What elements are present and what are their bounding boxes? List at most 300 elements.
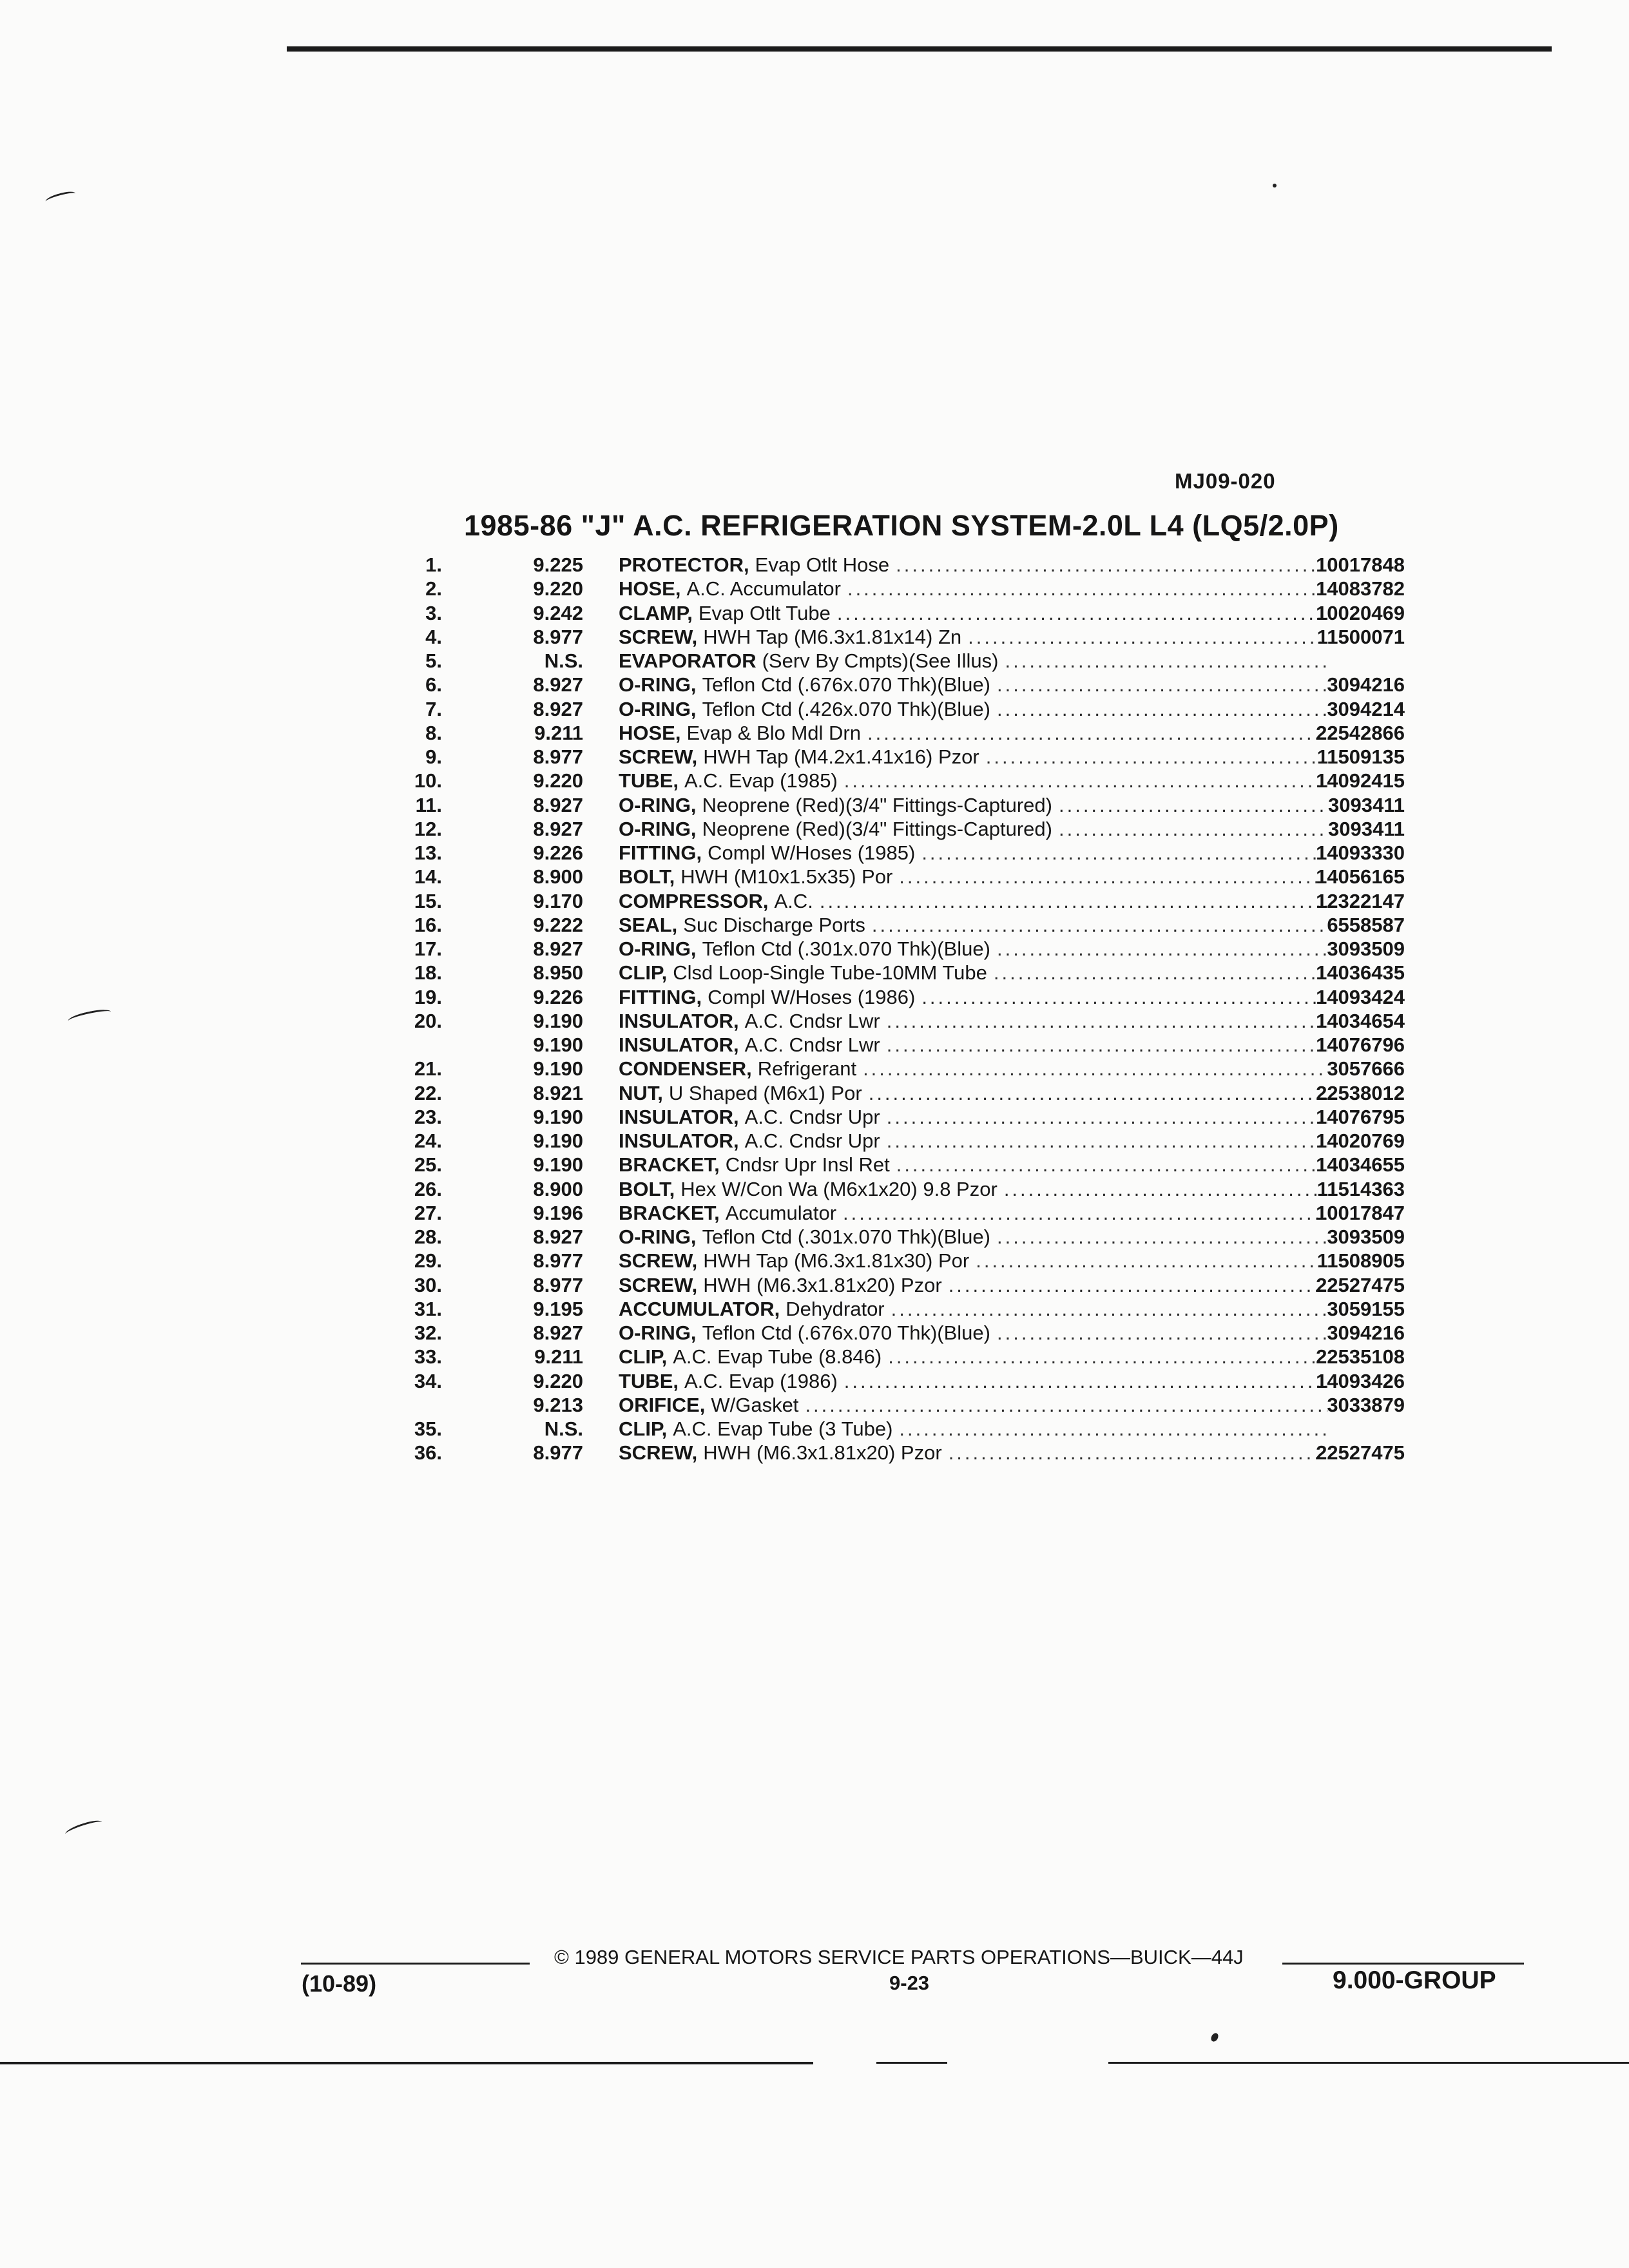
list-item — [361, 913, 1405, 937]
item-number: 7. — [425, 697, 442, 720]
item-number: 36. — [414, 1441, 442, 1465]
dot-leader — [921, 985, 1327, 1009]
part-description — [619, 649, 1327, 673]
part-description — [619, 1033, 1327, 1057]
group-number: 8.977 — [533, 1441, 583, 1465]
part-description — [619, 913, 1327, 937]
part-name: CLAMP, — [619, 601, 693, 624]
dot-leader — [1004, 1177, 1327, 1201]
part-name: CLIP, — [619, 1418, 668, 1440]
part-number: 11509135 — [1316, 745, 1405, 768]
part-name: SCREW, — [619, 745, 698, 768]
list-item — [361, 745, 1405, 769]
part-number: 14036435 — [1316, 961, 1405, 985]
item-number: 24. — [414, 1129, 442, 1152]
part-name: O-RING, — [619, 673, 697, 697]
footer-rule-right — [1282, 1963, 1524, 1965]
part-description — [619, 601, 1327, 625]
dot-leader — [968, 625, 1327, 649]
part-description — [619, 1369, 1327, 1393]
part-description — [619, 1249, 1327, 1273]
part-description — [619, 1225, 1327, 1249]
part-description — [619, 1393, 1327, 1417]
part-number: 14083782 — [1316, 577, 1405, 601]
part-number: 14093424 — [1316, 985, 1405, 1008]
part-detail: Teflon Ctd (.676x.070 Thk)(Blue) — [702, 1321, 990, 1344]
part-detail: A.C. Evap (1986) — [684, 1369, 838, 1392]
group-number: 8.977 — [533, 745, 583, 768]
list-item — [361, 1297, 1405, 1321]
list-item — [361, 1009, 1405, 1033]
dot-leader — [899, 865, 1327, 889]
dot-leader — [976, 1249, 1327, 1273]
part-description — [619, 985, 1327, 1009]
group-number: 8.900 — [533, 865, 583, 889]
date-code: (10-89) — [302, 1970, 377, 1997]
figure-id: MJ09-020 — [1175, 469, 1276, 493]
list-item — [361, 1321, 1405, 1345]
item-number: 17. — [414, 937, 442, 960]
dot-leader — [1005, 649, 1328, 673]
dot-leader — [847, 577, 1327, 601]
part-number: 3057666 — [1327, 1057, 1405, 1081]
item-number: 32. — [414, 1321, 442, 1344]
item-number: 18. — [414, 961, 442, 985]
part-description — [619, 1153, 1327, 1177]
part-name: ORIFICE, — [619, 1393, 706, 1416]
part-description — [619, 1129, 1327, 1153]
list-item — [361, 625, 1405, 649]
group-number: 9.222 — [533, 913, 583, 936]
group-label: 9.000-GROUP — [1333, 1966, 1496, 1994]
group-number: 8.921 — [533, 1081, 583, 1104]
part-name: FITTING, — [619, 985, 702, 1008]
dot-leader — [887, 1009, 1327, 1033]
item-number: 8. — [425, 721, 442, 744]
part-name: EVAPORATOR — [619, 649, 757, 672]
item-number: 10. — [414, 769, 442, 793]
part-number: 3033879 — [1327, 1393, 1405, 1416]
part-detail: Suc Discharge Ports — [683, 913, 865, 936]
dot-leader — [888, 1345, 1327, 1369]
group-number: 9.220 — [533, 1369, 583, 1392]
item-number: 12. — [414, 817, 442, 840]
binder-mark — [44, 189, 77, 206]
part-number: 22527475 — [1316, 1273, 1405, 1296]
list-item — [361, 793, 1405, 817]
group-number: 9.225 — [533, 553, 583, 576]
list-item — [361, 1153, 1405, 1177]
list-item — [361, 817, 1405, 841]
list-item — [361, 1129, 1405, 1153]
dot-leader — [994, 961, 1327, 985]
part-description — [619, 1057, 1327, 1081]
group-number: 8.950 — [533, 961, 583, 985]
part-detail: Evap & Blo Mdl Drn — [686, 721, 861, 744]
part-description — [619, 937, 1327, 961]
part-detail: HWH Tap (M4.2x1.41x16) Pzor — [703, 745, 979, 768]
part-number: 3094216 — [1327, 673, 1405, 697]
group-number: N.S. — [544, 649, 583, 672]
part-detail: A.C. Cndsr Upr — [744, 1129, 880, 1152]
part-detail: Teflon Ctd (.301x.070 Thk)(Blue) — [702, 1225, 990, 1248]
part-number: 3094216 — [1327, 1321, 1405, 1344]
part-number: 10020469 — [1316, 601, 1405, 624]
part-description — [619, 721, 1327, 745]
part-detail: A.C. Cndsr Upr — [744, 1105, 880, 1128]
item-number: 26. — [414, 1177, 442, 1200]
part-description — [619, 793, 1327, 817]
part-name: ACCUMULATOR, — [619, 1297, 780, 1320]
item-number: 34. — [414, 1369, 442, 1392]
list-item — [361, 1033, 1405, 1057]
item-number: 16. — [414, 913, 442, 936]
part-detail: Neoprene (Red)(3/4" Fittings-Captured) — [702, 817, 1052, 840]
dot-leader — [899, 1417, 1327, 1441]
part-name: INSULATOR, — [619, 1033, 739, 1056]
part-name: SCREW, — [619, 625, 698, 648]
item-number: 28. — [414, 1225, 442, 1248]
part-detail: Hex W/Con Wa (M6x1x20) 9.8 Pzor — [680, 1177, 998, 1200]
part-number: 10017848 — [1316, 553, 1405, 576]
part-name: CLIP, — [619, 1345, 668, 1369]
part-number: 3059155 — [1327, 1297, 1405, 1320]
part-number: 3093509 — [1327, 1225, 1405, 1248]
item-number: 25. — [414, 1153, 442, 1177]
part-name: SCREW, — [619, 1441, 698, 1465]
list-item — [361, 937, 1405, 961]
part-description — [619, 673, 1327, 697]
part-description — [619, 625, 1327, 649]
part-detail: HWH (M10x1.5x35) Por — [680, 865, 893, 889]
group-number: 8.927 — [533, 817, 583, 840]
dot-leader — [949, 1273, 1327, 1297]
list-item — [361, 769, 1405, 793]
group-number: 9.190 — [533, 1105, 583, 1128]
item-number: 2. — [425, 577, 442, 601]
top-rule — [287, 46, 1552, 52]
part-description — [619, 1297, 1327, 1321]
group-number: 9.242 — [533, 601, 583, 624]
dot-leader — [844, 1369, 1327, 1393]
part-name: BRACKET, — [619, 1153, 720, 1177]
item-number: 11. — [415, 793, 442, 816]
part-detail: A.C. Accumulator — [686, 577, 841, 601]
part-number: 11514363 — [1316, 1177, 1405, 1200]
item-number: 1. — [425, 553, 442, 576]
part-number: 11508905 — [1316, 1249, 1405, 1273]
group-number: 9.190 — [533, 1057, 583, 1081]
part-name: HOSE, — [619, 721, 681, 744]
part-detail: A.C. Evap Tube (8.846) — [673, 1345, 882, 1369]
item-number: 33. — [414, 1345, 442, 1369]
part-name: FITTING, — [619, 841, 702, 864]
part-number: 14093330 — [1316, 841, 1405, 864]
dot-leader — [805, 1393, 1327, 1417]
part-description — [619, 1417, 1327, 1441]
item-number: 22. — [414, 1081, 442, 1104]
group-number: 9.211 — [534, 1345, 583, 1369]
part-detail: A.C. Evap (1985) — [684, 769, 838, 793]
part-number: 11500071 — [1316, 625, 1405, 648]
item-number: 13. — [414, 841, 442, 864]
part-detail: Cndsr Upr Insl Ret — [725, 1153, 890, 1177]
group-number: 8.977 — [533, 1273, 583, 1296]
group-number: 9.196 — [533, 1201, 583, 1224]
part-name: HOSE, — [619, 577, 681, 601]
part-number: 10017847 — [1316, 1201, 1405, 1224]
part-description — [619, 865, 1327, 889]
item-number: 21. — [414, 1057, 442, 1081]
item-number: 4. — [425, 625, 442, 648]
part-name: INSULATOR, — [619, 1009, 739, 1032]
dot-leader — [1059, 817, 1327, 841]
group-number: 9.195 — [533, 1297, 583, 1320]
item-number: 29. — [414, 1249, 442, 1273]
part-number: 14076795 — [1316, 1105, 1405, 1128]
part-number: 22535108 — [1316, 1345, 1405, 1369]
part-detail: Accumulator — [725, 1201, 837, 1224]
item-number: 30. — [414, 1273, 442, 1296]
part-number: 3094214 — [1327, 697, 1405, 720]
part-name: O-RING, — [619, 1321, 697, 1344]
list-item — [361, 1417, 1405, 1441]
item-number: 35. — [414, 1418, 442, 1440]
part-detail: A.C. Cndsr Lwr — [744, 1033, 880, 1056]
list-item — [361, 1057, 1405, 1081]
list-item — [361, 577, 1405, 601]
group-number: 8.900 — [533, 1177, 583, 1200]
dot-leader — [844, 769, 1327, 793]
list-item — [361, 601, 1405, 625]
group-number: 8.927 — [533, 1321, 583, 1344]
dot-leader — [867, 721, 1327, 745]
part-detail: A.C. Cndsr Lwr — [744, 1009, 880, 1032]
part-number: 12322147 — [1316, 889, 1405, 912]
part-detail: Dehydrator — [786, 1297, 885, 1320]
part-description — [619, 1177, 1327, 1201]
part-detail: Teflon Ctd (.301x.070 Thk)(Blue) — [702, 937, 990, 960]
part-detail: Compl W/Hoses (1986) — [708, 985, 916, 1008]
part-number: 3093411 — [1328, 817, 1405, 840]
dot-leader — [997, 1225, 1327, 1249]
dot-leader — [837, 601, 1327, 625]
part-name: TUBE, — [619, 769, 679, 793]
group-number: 8.927 — [533, 937, 583, 960]
list-item — [361, 1225, 1405, 1249]
dot-leader — [869, 1081, 1327, 1105]
dot-leader — [986, 745, 1327, 769]
dot-leader — [896, 1153, 1327, 1177]
part-description — [619, 1273, 1327, 1297]
group-number: 9.220 — [533, 577, 583, 601]
group-number: N.S. — [544, 1418, 583, 1440]
dot-leader — [896, 553, 1327, 577]
list-item — [361, 961, 1405, 985]
item-number: 23. — [414, 1105, 442, 1128]
list-item — [361, 1441, 1405, 1465]
dot-leader — [887, 1129, 1327, 1153]
group-number: 8.977 — [533, 625, 583, 648]
list-item — [361, 841, 1405, 865]
item-number: 15. — [414, 889, 442, 912]
group-number: 9.226 — [533, 841, 583, 864]
list-item — [361, 1177, 1405, 1201]
group-number: 8.927 — [533, 673, 583, 697]
part-name: O-RING, — [619, 793, 697, 816]
group-number: 9.226 — [533, 985, 583, 1008]
list-item — [361, 985, 1405, 1009]
list-item — [361, 553, 1405, 577]
part-name: PROTECTOR, — [619, 553, 749, 576]
copyright-notice: © 1989 GENERAL MOTORS SERVICE PARTS OPERATIONS—BUICK—44J — [554, 1946, 1244, 1968]
part-number: 6558587 — [1327, 913, 1405, 936]
item-number: 19. — [414, 985, 442, 1008]
dot-leader — [863, 1057, 1327, 1081]
part-description — [619, 1105, 1327, 1129]
part-name: BRACKET, — [619, 1201, 720, 1224]
part-detail: HWH Tap (M6.3x1.81x14) Zn — [703, 625, 962, 648]
part-name: INSULATOR, — [619, 1129, 739, 1152]
group-number: 8.977 — [533, 1249, 583, 1273]
dot-leader — [872, 913, 1327, 937]
part-description — [619, 841, 1327, 865]
item-number: 14. — [414, 865, 442, 889]
dot-leader — [891, 1297, 1327, 1321]
part-name: BOLT, — [619, 1177, 675, 1200]
list-item — [361, 697, 1405, 721]
part-name: NUT, — [619, 1081, 663, 1104]
part-description — [619, 1441, 1327, 1465]
group-number: 9.190 — [533, 1009, 583, 1032]
part-name: COMPRESSOR, — [619, 889, 769, 912]
part-detail: HWH (M6.3x1.81x20) Pzor — [703, 1441, 942, 1465]
part-detail: Clsd Loop-Single Tube-10MM Tube — [673, 961, 987, 985]
part-name: INSULATOR, — [619, 1105, 739, 1128]
part-description — [619, 889, 1327, 913]
part-detail: HWH Tap (M6.3x1.81x30) Por — [703, 1249, 970, 1273]
part-description — [619, 1081, 1327, 1105]
dot-leader — [997, 937, 1327, 961]
part-description — [619, 697, 1327, 721]
part-description — [619, 1009, 1327, 1033]
dot-leader — [921, 841, 1327, 865]
list-item — [361, 1369, 1405, 1393]
group-number: 8.927 — [533, 697, 583, 720]
list-item — [361, 1345, 1405, 1369]
part-name: CONDENSER, — [619, 1057, 752, 1081]
part-detail: U Shaped (M6x1) Por — [668, 1081, 862, 1104]
part-name: O-RING, — [619, 817, 697, 840]
part-detail: Evap Otlt Hose — [755, 553, 890, 576]
part-name: O-RING, — [619, 1225, 697, 1248]
part-number: 14034655 — [1316, 1153, 1405, 1177]
part-detail: Evap Otlt Tube — [698, 601, 831, 624]
part-detail: Compl W/Hoses (1985) — [708, 841, 916, 864]
item-number: 3. — [425, 601, 442, 624]
part-detail: A.C. Evap Tube (3 Tube) — [673, 1418, 893, 1440]
part-description — [619, 577, 1327, 601]
bottom-rule — [0, 2062, 813, 2064]
dot-leader — [1059, 793, 1327, 817]
list-item — [361, 1201, 1405, 1225]
dot-leader — [997, 697, 1327, 721]
list-item — [361, 1393, 1405, 1417]
part-name: CLIP, — [619, 961, 668, 985]
part-number: 14093426 — [1316, 1369, 1405, 1392]
dot-leader — [843, 1201, 1327, 1225]
item-number: 31. — [414, 1297, 442, 1320]
part-description — [619, 1321, 1327, 1345]
list-item — [361, 889, 1405, 913]
part-detail: (Serv By Cmpts)(See Illus) — [762, 649, 999, 672]
part-name: TUBE, — [619, 1369, 679, 1392]
dot-leader — [887, 1105, 1327, 1129]
group-number: 9.190 — [533, 1033, 583, 1056]
list-item — [361, 1249, 1405, 1273]
footer-rule-left — [301, 1963, 530, 1965]
part-number: 22538012 — [1316, 1081, 1405, 1104]
dot-leader — [820, 889, 1327, 913]
list-item — [361, 1105, 1405, 1129]
group-number: 9.170 — [533, 889, 583, 912]
part-number: 14020769 — [1316, 1129, 1405, 1152]
item-number: 5. — [425, 649, 442, 672]
part-detail: HWH (M6.3x1.81x20) Pzor — [703, 1273, 942, 1296]
dot-leader — [887, 1033, 1327, 1057]
part-description — [619, 769, 1327, 793]
scan-speck — [1273, 184, 1277, 187]
part-name: BOLT, — [619, 865, 675, 889]
part-number: 14034654 — [1316, 1009, 1405, 1032]
scan-speck — [1210, 2032, 1220, 2042]
part-detail: A.C. — [774, 889, 813, 912]
page-title: 1985-86 "J" A.C. REFRIGERATION SYSTEM-2.0L L4 (LQ5/2.0P) — [464, 509, 1339, 542]
part-detail: Refrigerant — [757, 1057, 857, 1081]
page-number: 9-23 — [889, 1972, 930, 1994]
bottom-rule — [876, 2062, 947, 2064]
list-item — [361, 865, 1405, 889]
group-number: 8.927 — [533, 1225, 583, 1248]
part-number: 14076796 — [1316, 1033, 1405, 1056]
group-number: 9.190 — [533, 1129, 583, 1152]
part-detail: W/Gasket — [711, 1393, 799, 1416]
dot-leader — [949, 1441, 1327, 1465]
part-number: 14056165 — [1316, 865, 1405, 889]
group-number: 9.213 — [533, 1393, 583, 1416]
group-number: 9.190 — [533, 1153, 583, 1177]
list-item — [361, 673, 1405, 697]
part-number: 3093509 — [1327, 937, 1405, 960]
part-detail: Teflon Ctd (.426x.070 Thk)(Blue) — [702, 697, 990, 720]
item-number: 20. — [414, 1009, 442, 1032]
part-number: 3093411 — [1328, 793, 1405, 816]
item-number: 9. — [425, 745, 442, 768]
list-item — [361, 721, 1405, 745]
group-number: 9.220 — [533, 769, 583, 793]
part-number: 22542866 — [1316, 721, 1405, 744]
binder-mark — [64, 1818, 104, 1839]
part-name: O-RING, — [619, 697, 697, 720]
part-name: SCREW, — [619, 1249, 698, 1273]
binder-mark — [67, 1007, 112, 1026]
part-number: 14092415 — [1316, 769, 1405, 793]
item-number: 27. — [414, 1201, 442, 1224]
part-name: SCREW, — [619, 1273, 698, 1296]
dot-leader — [997, 1321, 1327, 1345]
group-number: 8.927 — [533, 793, 583, 816]
part-detail: Neoprene (Red)(3/4" Fittings-Captured) — [702, 793, 1052, 816]
